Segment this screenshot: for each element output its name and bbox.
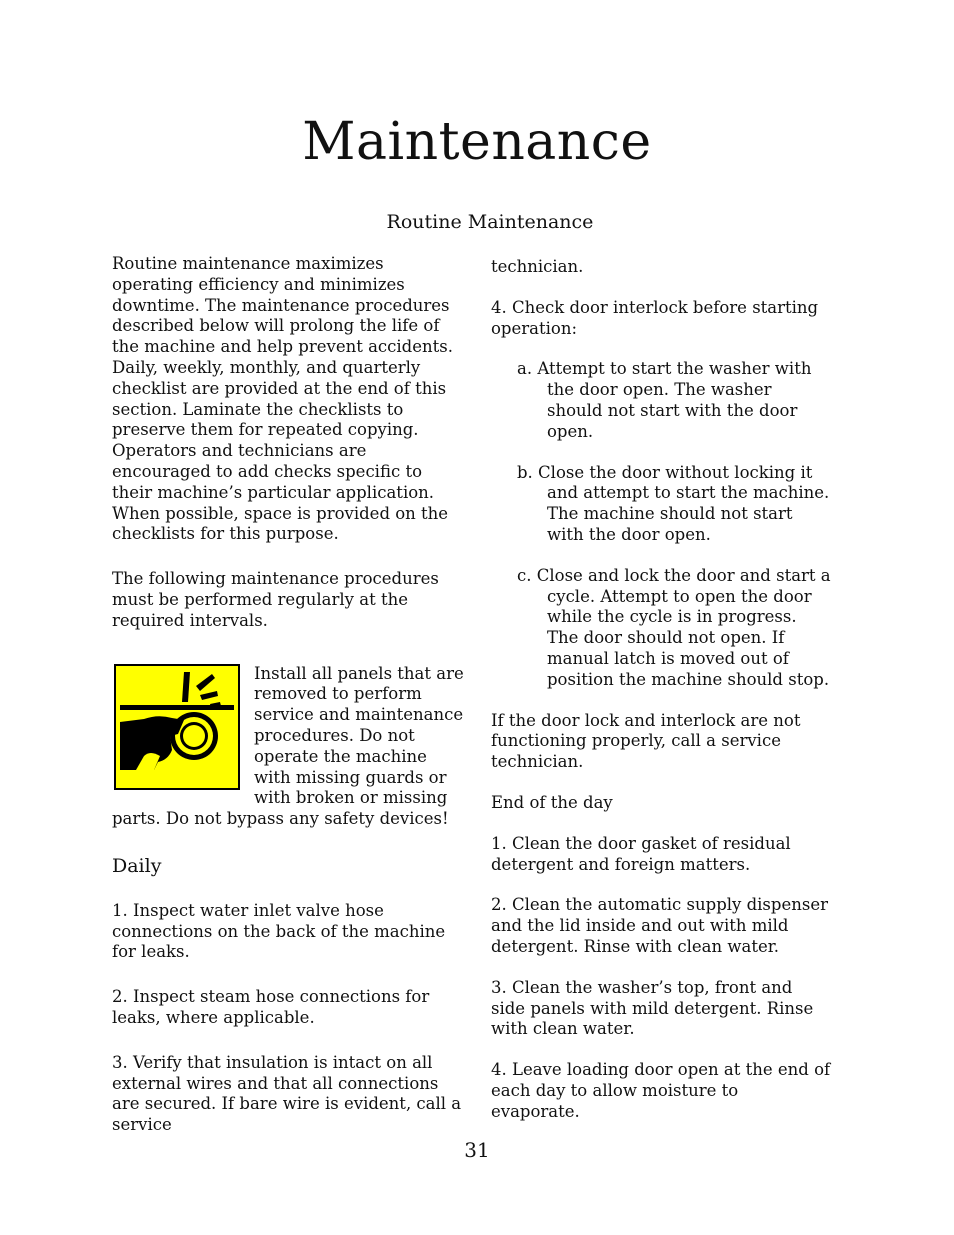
intro-paragraph-1: Routine maintenance maximizes operating efficiency and minimizes downtime. The maintenance procedures described below will prolong the life of the machine and help prevent accidents. [112, 254, 453, 357]
daily-item-3: 3. Verify that insulation is intact on all external wires and that all connections are secured. If bare wire is evident, call a service [112, 1052, 462, 1135]
left-column [112, 254, 464, 1136]
safety-warning-text: Install all panels that are removed to perform service and maintenance procedures. Do not operate the machine with missing guards or with broken or missing parts. Do not bypass any safety devices! [112, 663, 464, 829]
safety-warning [112, 664, 464, 830]
end-item-4: 4. Leave loading door open at the end of each day to allow moisture to evaporate. [491, 1060, 831, 1121]
intro-paragraph-3: The following maintenance procedures must be performed regularly at the required intervals. [112, 569, 439, 630]
page-number: 31 [464, 1138, 490, 1162]
daily-heading: Daily [112, 854, 162, 877]
end-item-3: 3. Clean the washer’s top, front and side panels with mild detergent. Rinse with clean water. [491, 977, 814, 1039]
end-item-1: 1. Clean the door gasket of residual detergent and foreign matters. [491, 833, 791, 874]
page-title: Maintenance [302, 112, 652, 172]
hand-entanglement-hazard-icon [114, 664, 240, 790]
sub-item-c: c. Close and lock the door and start a cycle. Attempt to open the door while the cycle is in progress. The door should not open. If manual latch is moved out of position the machine should stop. [517, 565, 831, 689]
end-of-day-heading: End of the day [491, 792, 613, 812]
daily-item-1: 1. Inspect water inlet valve hose connections on the back of the machine for leaks. [112, 900, 446, 962]
interlock-note: If the door lock and interlock are not functioning properly, call a service technician. [491, 710, 801, 772]
sub-item-b: b. Close the door without locking it and attempt to start the machine. The machine should not start with the door open. [517, 462, 830, 544]
end-item-2: 2. Clean the automatic supply dispenser and the lid inside and out with mild detergent. Rinse with clean water. [491, 895, 828, 956]
daily-item-2: 2. Inspect steam hose connections for leaks, where applicable. [112, 987, 430, 1027]
intro-paragraph-2: Daily, weekly, monthly, and quarterly checklist are provided at the end of this section. Laminate the checklists to preserve them for repeated copying. Operators and technicians are encouraged to add checks specific to their machine’s particular application. When possible, space is provided on the checklists for this purpose. [112, 357, 449, 544]
section-subtitle: Routine Maintenance [386, 211, 594, 233]
right-column [491, 257, 831, 1123]
continued-text: technician. [491, 257, 584, 276]
check-item-4: 4. Check door interlock before starting operation: [491, 297, 819, 338]
sub-item-a: a. Attempt to start the washer with the door open. The washer should not start with the door open. [517, 359, 812, 441]
